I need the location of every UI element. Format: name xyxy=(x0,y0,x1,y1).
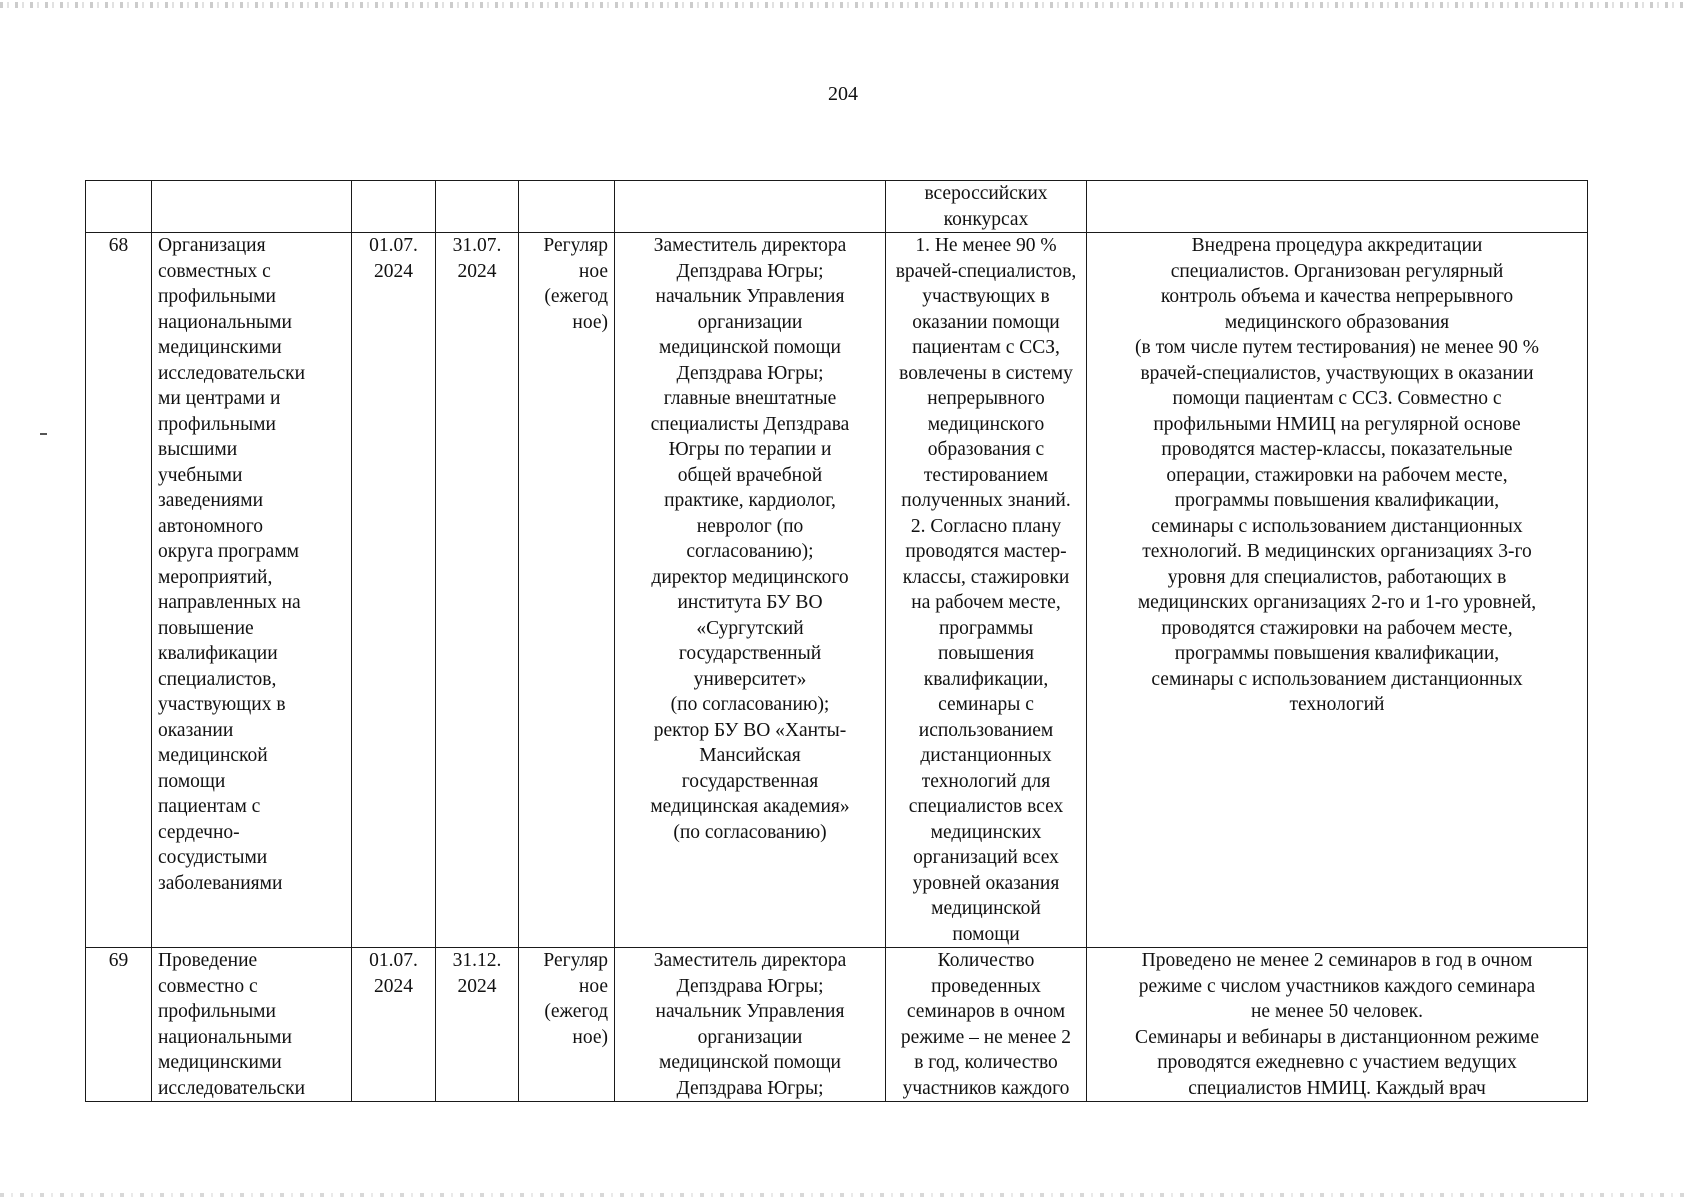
cell-frequency: Регуляр ное (ежегод ное) xyxy=(519,233,615,948)
table-row xyxy=(86,233,1588,948)
measures-table xyxy=(85,180,1588,1102)
cell-frequency-empty xyxy=(519,181,615,233)
cell-indicator: 1. Не менее 90 % врачей-специалистов, участвующих в оказании помощи пациентам с ССЗ, вовлечены в систему непрерывного медицинского образования с тестированием полученных знаний. 2. Согласно плану проводятся мастер- классы, стажировки на рабочем месте, программы повышения квалификации, семинары с использованием дистанционных технологий для специалистов всех медицинских организаций всех уровней оказания медицинской помощи xyxy=(886,233,1087,948)
cell-num: 69 xyxy=(86,948,152,1102)
cell-end-empty xyxy=(436,181,519,233)
cell-indicator: всероссийских конкурсах xyxy=(886,181,1087,233)
cell-end-date: 31.12. 2024 xyxy=(436,948,519,1102)
table-row xyxy=(86,948,1588,1102)
cell-start-empty xyxy=(352,181,436,233)
cell-result: Внедрена процедура аккредитации специалистов. Организован регулярный контроль объема и качества непрерывного медицинского образования (в том числе путем тестирования) не менее 90 % врачей-специалистов, участвующих в оказании помощи пациентам с ССЗ. Совместно с профильными НМИЦ на регулярной основе проводятся мастер-классы, показательные операции, стажировки на рабочем месте, программы повышения квалификации, семинары с использованием дистанционных технологий. В медицинских организациях 3-го уровня для специалистов, работающих в медицинских организациях 2-го и 1-го уровней, проводятся стажировки на рабочем месте, программы повышения квалификации, семинары с использованием дистанционных технологий xyxy=(1087,233,1588,948)
continuation-row xyxy=(86,181,1588,233)
cell-start-date: 01.07. 2024 xyxy=(352,948,436,1102)
cell-event-empty xyxy=(152,181,352,233)
scan-artifact-top xyxy=(0,2,1686,8)
cell-frequency: Регуляр ное (ежегод ное) xyxy=(519,948,615,1102)
scan-artifact-bottom xyxy=(0,1193,1686,1197)
cell-start-date: 01.07. 2024 xyxy=(352,233,436,948)
cell-num: 68 xyxy=(86,233,152,948)
cell-event: Проведение совместно с профильными национальными медицинскими исследовательски xyxy=(152,948,352,1102)
scan-artifact-dot xyxy=(40,433,47,435)
cell-result: Проведено не менее 2 семинаров в год в очном режиме с числом участников каждого семинара не менее 50 человек. Семинары и вебинары в дистанционном режиме проводятся ежедневно с участием ведущих специалистов НМИЦ. Каждый врач xyxy=(1087,948,1588,1102)
page-number: 204 xyxy=(828,83,858,105)
cell-indicator: Количество проведенных семинаров в очном режиме – не менее 2 в год, количество участников каждого xyxy=(886,948,1087,1102)
cell-event: Организация совместных с профильными национальными медицинскими исследовательски ми центрами и профильными высшими учебными заведениями автономного округа программ мероприятий, направленных на повышение квалификации специалистов, участвующих в оказании медицинской помощи пациентам с сердечно- сосудистыми заболеваниями xyxy=(152,233,352,948)
cell-num-empty xyxy=(86,181,152,233)
cell-responsible: Заместитель директора Депздрава Югры; начальник Управления организации медицинской помощи Депздрава Югры; xyxy=(615,948,886,1102)
cell-responsible-empty xyxy=(615,181,886,233)
cell-end-date: 31.07. 2024 xyxy=(436,233,519,948)
cell-result-empty xyxy=(1087,181,1588,233)
cell-responsible: Заместитель директора Депздрава Югры; начальник Управления организации медицинской помощи Депздрава Югры; главные внештатные специалисты Депздрава Югры по терапии и общей врачебной практике, кардиолог, невролог (по согласованию); директор медицинского института БУ ВО «Сургутский государственный университет» (по согласованию); ректор БУ ВО «Ханты- Мансийская государственная медицинская академия» (по согласованию) xyxy=(615,233,886,948)
